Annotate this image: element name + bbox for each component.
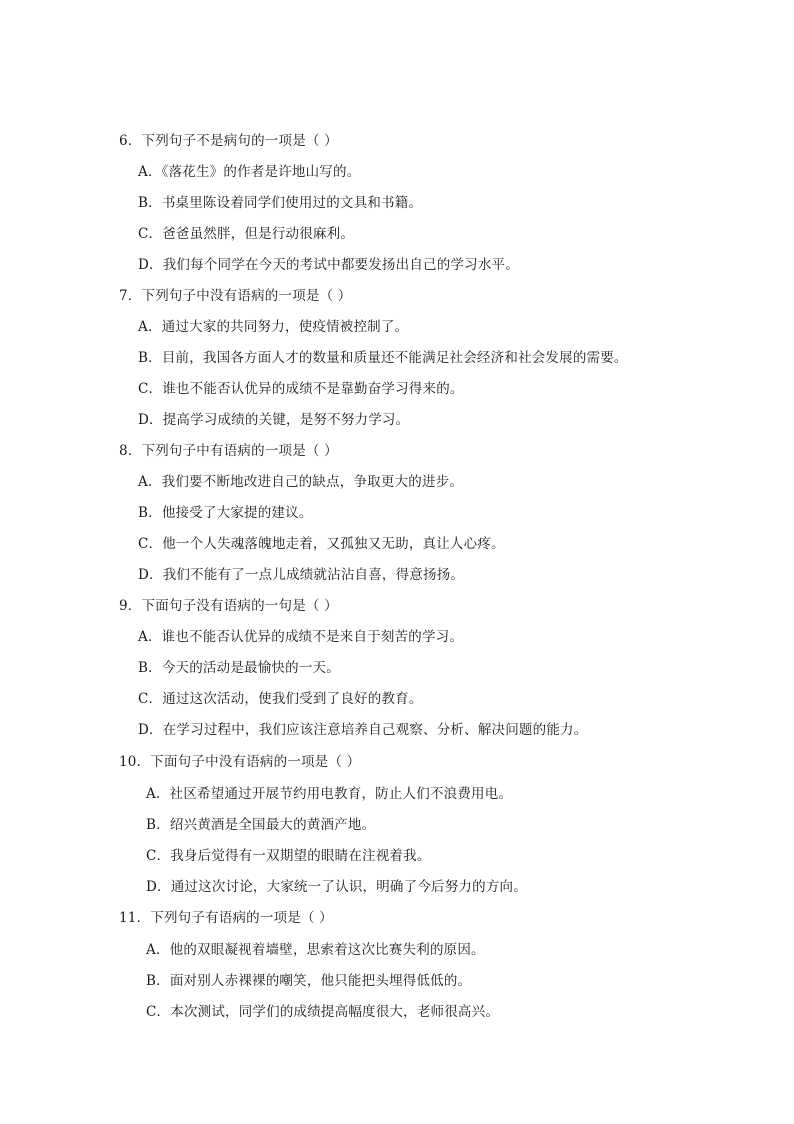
- question-8-option-a: A．我们要不断地改进自己的缺点，争取更大的进步。: [138, 474, 464, 490]
- question-11-option-b: B．面对别人赤裸裸的嘲笑，他只能把头埋得低低的。: [146, 973, 472, 989]
- question-11-option-a: A．他的双眼凝视着墙壁，思索着这次比赛失利的原因。: [146, 942, 485, 958]
- question-7-option-c: C．谁也不能否认优异的成绩不是靠勤奋学习得来的。: [138, 381, 464, 397]
- question-6-option-c: C．爸爸虽然胖，但是行动很麻利。: [138, 226, 355, 242]
- question-7-stem: 7．下列句子中没有语病的一项是（ ）: [119, 288, 352, 304]
- question-7-option-a: A．通过大家的共同努力，使疫情被控制了。: [138, 319, 409, 335]
- question-8-option-d: D．我们不能有了一点儿成绩就沾沾自喜，得意扬扬。: [138, 567, 465, 583]
- question-10-stem: 10．下面句子中没有语病的一项是（ ）: [119, 754, 361, 770]
- question-9-option-d: D．在学习过程中，我们应该注意培养自己观察、分析、解决问题的能力。: [138, 722, 588, 738]
- question-8-stem: 8．下列句子中有语病的一项是（ ）: [119, 443, 338, 459]
- question-10-option-c: C．我身后觉得有一双期望的眼睛在注视着我。: [146, 848, 431, 864]
- question-6-stem: 6．下列句子不是病句的一项是（ ）: [119, 133, 338, 149]
- question-9-option-b: B．今天的活动是最愉快的一天。: [138, 660, 340, 676]
- question-8-option-b: B．他接受了大家提的建议。: [138, 505, 313, 521]
- question-11-option-c: C．本次测试，同学们的成绩提高幅度很大，老师很高兴。: [146, 1004, 500, 1020]
- question-6-option-a: A．《落花生》的作者是许地山写的。: [138, 164, 361, 180]
- question-8-option-c: C．他一个人失魂落魄地走着，又孤独又无助，真让人心疼。: [138, 536, 505, 552]
- question-9-option-c: C．通过这次活动，使我们受到了良好的教育。: [138, 691, 423, 707]
- question-10-option-d: D．通过这次讨论，大家统一了认识，明确了今后努力的方向。: [146, 879, 527, 895]
- question-11-stem: 11．下列句子有语病的一项是（ ）: [119, 910, 333, 926]
- question-10-option-b: B．绍兴黄酒是全国最大的黄酒产地。: [146, 817, 376, 833]
- question-6-option-d: D．我们每个同学在今天的考试中都要发扬出自己的学习水平。: [138, 257, 519, 273]
- question-10-option-a: A．社区希望通过开展节约用电教育，防止人们不浪费用电。: [146, 786, 513, 802]
- question-7-option-b: B．目前，我国各方面人才的数量和质量还不能满足社会经济和社会发展的需要。: [138, 350, 628, 366]
- question-7-option-d: D．提高学习成绩的关键，是努不努力学习。: [138, 412, 410, 428]
- question-9-option-a: A．谁也不能否认优异的成绩不是来自于刻苦的学习。: [138, 629, 464, 645]
- question-6-option-b: B．书桌里陈设着同学们使用过的文具和书籍。: [138, 195, 423, 211]
- question-9-stem: 9．下面句子没有语病的一句是（ ）: [119, 598, 338, 614]
